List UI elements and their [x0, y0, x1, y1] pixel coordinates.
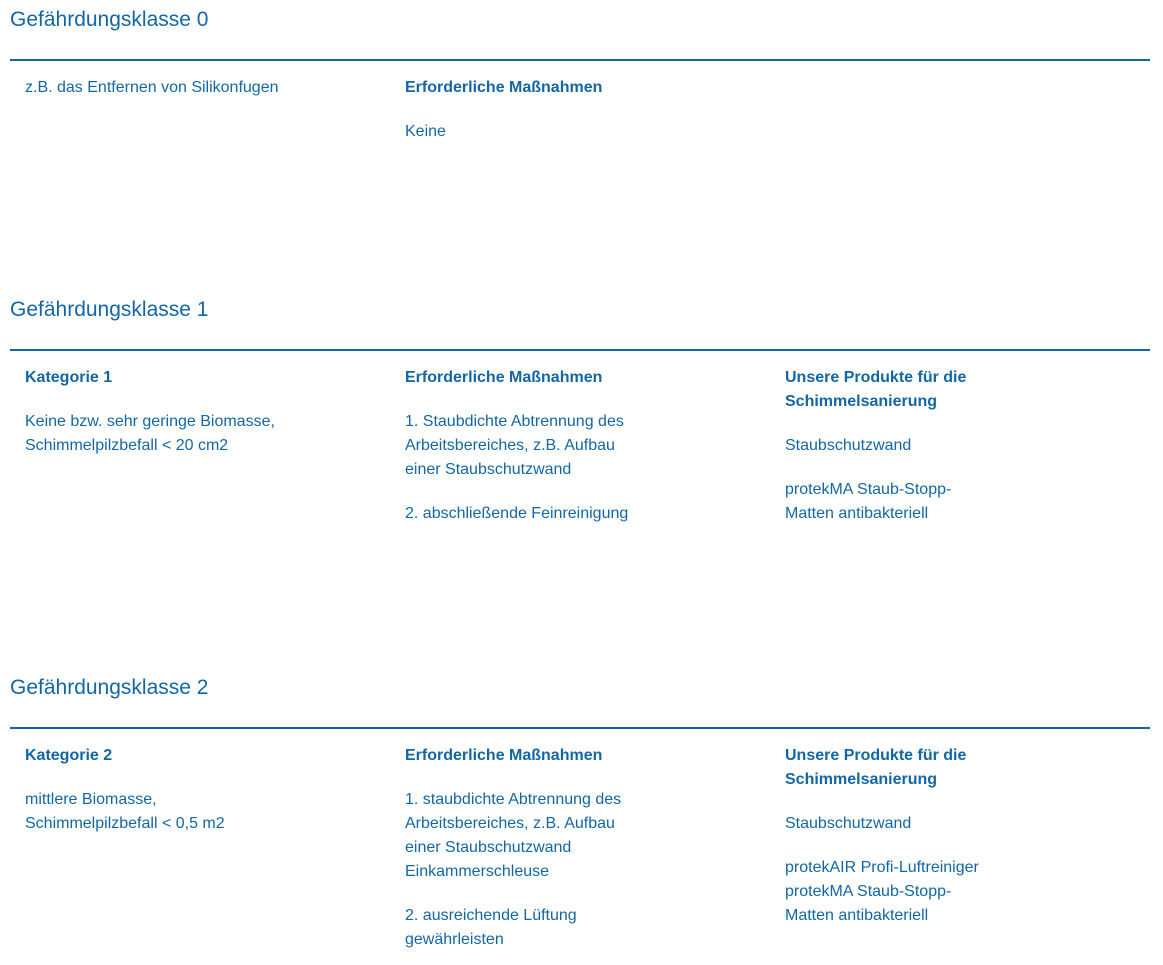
category-text: Keine bzw. sehr geringe Biomasse, Schimmelpilzbefall < 20 cm2: [25, 413, 275, 454]
product-item-1: Staubschutzwand: [785, 815, 912, 832]
section-1-measures: [405, 366, 765, 526]
product-item-2: protekAIR Profi-Luftreiniger protekMA Staub-Stopp- Matten antibakteriell: [785, 859, 979, 924]
section-divider-2: [10, 727, 1150, 729]
section-2-category: [25, 744, 385, 836]
section-1-products: [785, 366, 1145, 526]
section-2-measures: [405, 744, 765, 952]
section-1-category: [25, 366, 385, 458]
measures-heading: Erforderliche Maßnahmen: [405, 79, 603, 96]
measure-item-1: 1. Staubdichte Abtrennung des Arbeitsbereiches, z.B. Aufbau einer Staubschutzwand: [405, 413, 624, 478]
category-heading: Kategorie 1: [25, 369, 113, 386]
measures-heading: Erforderliche Maßnahmen: [405, 369, 603, 386]
measure-item-2: 2. abschließende Feinreinigung: [405, 505, 629, 522]
section-0-description: [25, 76, 385, 100]
measure-item-1: 1. staubdichte Abtrennung des Arbeitsbereiches, z.B. Aufbau einer Staubschutzwand Einkammerschleuse: [405, 791, 622, 880]
product-item-2: protekMA Staub-Stopp- Matten antibakteriell: [785, 481, 952, 522]
section-0-measures: [405, 76, 765, 144]
product-item-1: Staubschutzwand: [785, 437, 912, 454]
products-heading: Unsere Produkte für die Schimmelsanierung: [785, 369, 967, 410]
measures-heading: Erforderliche Maßnahmen: [405, 747, 603, 764]
category-text: mittlere Biomasse, Schimmelpilzbefall < 0,5 m2: [25, 791, 225, 832]
measure-item-2: 2. ausreichende Lüftung gewährleisten: [405, 907, 577, 948]
section-title-2: Gefährdungsklasse 2: [10, 676, 209, 699]
products-heading: Unsere Produkte für die Schimmelsanierung: [785, 747, 967, 788]
section-2-products: [785, 744, 1145, 928]
description-text: z.B. das Entfernen von Silikonfugen: [25, 79, 279, 96]
category-heading: Kategorie 2: [25, 747, 113, 764]
section-divider-1: [10, 349, 1150, 351]
section-divider-0: [10, 59, 1150, 61]
measures-text: Keine: [405, 123, 446, 140]
section-title-0: Gefährdungsklasse 0: [10, 8, 209, 31]
section-title-1: Gefährdungsklasse 1: [10, 298, 209, 321]
